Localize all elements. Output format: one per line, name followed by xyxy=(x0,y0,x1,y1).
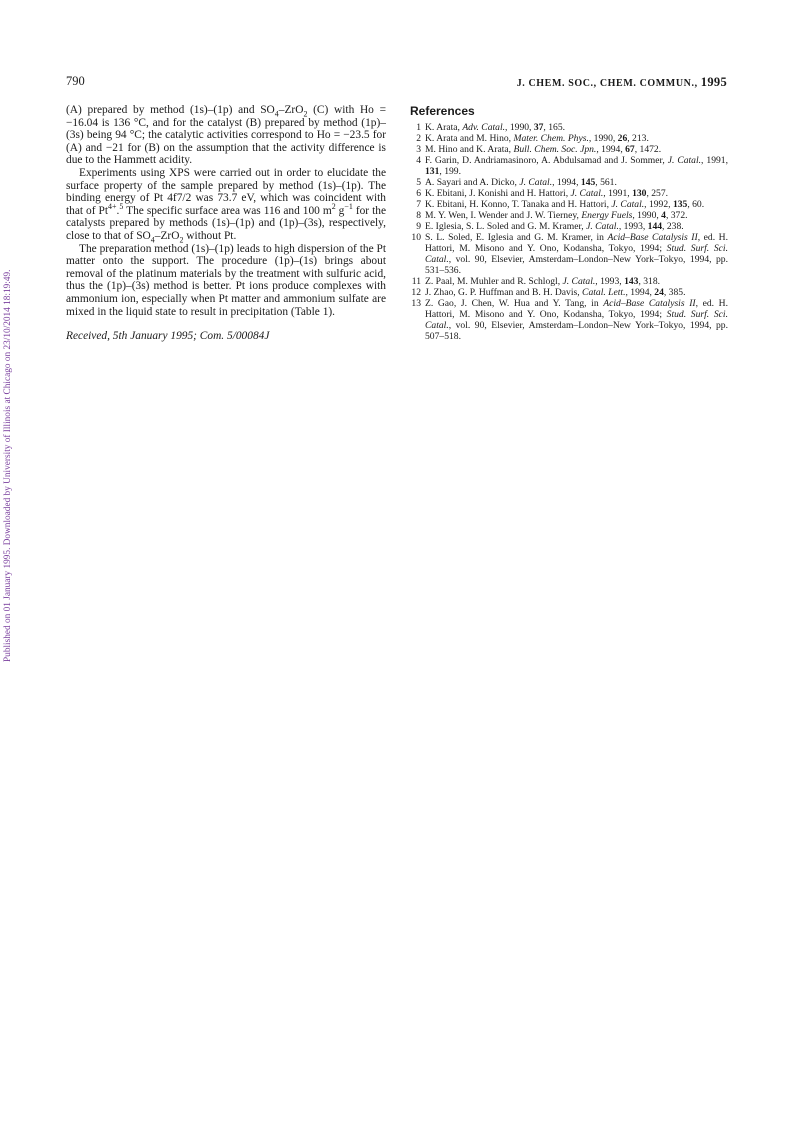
reference-number: 8 xyxy=(416,210,421,221)
journal-title: J. Catal. xyxy=(562,276,596,287)
reference-text: , vol. 90, Elsevier, Amsterdam–London–New York–Tokyo, 1994, pp. 531–536. xyxy=(425,254,728,276)
reference-authors: K. Ebitani, J. Konishi and H. Hattori, xyxy=(425,188,571,199)
text-run: for the catalysts prepared by methods (1s)–(1p) and (1p)–(3s), respectively, close to that of SO xyxy=(66,204,386,242)
reference-authors: E. Iglesia, S. L. Soled and G. M. Kramer, xyxy=(425,221,587,232)
reference-item xyxy=(410,133,728,144)
journal-title: Bull. Chem. Soc. Jpn. xyxy=(513,144,597,155)
reference-number: 1 xyxy=(416,122,421,133)
reference-year: , 1993, xyxy=(595,276,625,287)
reference-pages: , 199. xyxy=(439,166,461,177)
book-title: Acid–Base Catalysis II xyxy=(607,232,698,243)
journal-title: Adv. Catal. xyxy=(462,122,506,133)
volume-number: 130 xyxy=(632,188,647,199)
volume-number: 143 xyxy=(624,276,639,287)
reference-number: 3 xyxy=(416,144,421,155)
reference-item xyxy=(410,287,728,298)
reference-year: , 1994, xyxy=(625,287,655,298)
reference-year: , 1991, xyxy=(603,188,633,199)
journal-title: J. Catal. xyxy=(570,188,604,199)
volume-number: 135 xyxy=(672,199,688,210)
volume-number: 131 xyxy=(425,166,440,177)
subscript: 4 xyxy=(150,235,155,245)
citation-marker: 5 xyxy=(119,201,124,211)
text-run: without Pt. xyxy=(183,229,237,242)
body-paragraph-1 xyxy=(66,104,386,167)
reference-number: 7 xyxy=(416,199,421,210)
reference-year: , 1992, xyxy=(644,199,673,210)
volume-number: 24 xyxy=(654,287,664,298)
reference-number: 9 xyxy=(416,221,421,232)
reference-authors: J. Zhao, G. P. Huffman and B. H. Davis, xyxy=(425,287,583,298)
volume-number: 145 xyxy=(580,177,596,188)
superscript: 4+ xyxy=(108,201,117,211)
left-column xyxy=(66,104,386,343)
reference-item xyxy=(410,122,728,133)
reference-number: 13 xyxy=(411,298,421,309)
reference-item xyxy=(410,276,728,287)
reference-item xyxy=(410,232,728,276)
reference-number: 2 xyxy=(416,133,421,144)
reference-pages: , 213. xyxy=(627,133,649,144)
journal-title: Stud. Surf. Sci. Catal. xyxy=(425,309,728,331)
reference-year: , 1994, xyxy=(552,177,581,188)
reference-item xyxy=(410,298,728,342)
received-date: Received, 5th January 1995; Com. 5/00084J xyxy=(66,330,270,343)
reference-pages: , 561. xyxy=(595,177,617,188)
reference-pages: , 1472. xyxy=(634,144,662,155)
reference-number: 11 xyxy=(411,276,421,287)
reference-number: 4 xyxy=(416,155,421,166)
page-number: 790 xyxy=(66,74,85,88)
body-paragraph-3: The preparation method (1s)–(1p) leads to high dispersion of the Pt matter onto the support. The procedure (1p)–(1s) brings about removal of the platinum materials by the treatment with sulfuric acid, thus the (1p)–(3s) method is better. Pt ions produce complexes with ammonium ion, especially when Pt matter and ammonium sulfate are mixed in the liquid state to result in precipitation (Table 1). xyxy=(66,242,386,318)
volume-number: 144 xyxy=(647,221,663,232)
reference-number: 5 xyxy=(416,177,421,188)
reference-item xyxy=(410,199,728,210)
text-run: The specific surface area was 116 and 100 m xyxy=(123,204,332,217)
reference-authors: M. Y. Wen, I. Wender and J. W. Tierney, xyxy=(425,210,582,221)
reference-year: , 1993, xyxy=(618,221,648,232)
book-title: Acid–Base Catalysis II xyxy=(603,298,696,309)
reference-authors: M. Hino and K. Arata, xyxy=(425,144,514,155)
text-run: –ZrO xyxy=(278,104,304,116)
reference-year: , 1990, xyxy=(632,210,662,221)
subscript: 2 xyxy=(179,235,184,245)
reference-item xyxy=(410,144,728,155)
references-heading: References xyxy=(410,104,475,118)
body-paragraph-2 xyxy=(66,167,386,243)
reference-number: 12 xyxy=(411,287,421,298)
reference-authors: K. Arata and M. Hino, xyxy=(425,133,514,144)
reference-pages: , 372. xyxy=(665,210,688,221)
reference-number: 10 xyxy=(411,232,421,243)
reference-authors: Z. Gao, J. Chen, W. Hua and Y. Tang, in xyxy=(425,298,604,309)
reference-item xyxy=(410,177,728,188)
reference-authors: K. Ebitani, H. Konno, T. Tanaka and H. Hattori, xyxy=(425,199,612,210)
download-watermark: Published on 01 January 1995. Downloaded by University of Illinois at Chicago on 23/10/2014 18:19:49. xyxy=(3,269,13,663)
journal-title: J. Catal. xyxy=(667,155,702,166)
reference-text: , ed. H. Hattori, M. Misono and Y. Ono, Kodansha, Tokyo, 1994; xyxy=(425,232,728,254)
journal-title: J. Catal. xyxy=(519,177,553,188)
reference-authors: F. Garin, D. Andriamasinoro, A. Abdulsamad and J. Sommer, xyxy=(425,155,668,166)
text-run: (C) with Ho = −16.04 is 136 °C, and for the catalyst (B) prepared by method (1p)–(3s) being 94 °C; the catalytic activities correspond to Ho = −23.5 for (A) and −21 for (B) on the assumption that the activity difference is due to the Hammett acidity. xyxy=(66,104,386,167)
reference-text: , ed. H. Hattori, M. Misono and Y. Ono, Kodansha, Tokyo, 1994; xyxy=(425,298,728,320)
journal-title: Mater. Chem. Phys. xyxy=(513,133,589,144)
volume-number: 37 xyxy=(533,122,544,133)
reference-pages: , 257. xyxy=(646,188,669,199)
reference-authors: A. Sayari and A. Dicko, xyxy=(425,177,520,188)
journal-year: 1995 xyxy=(700,75,727,89)
reference-pages: , 385. xyxy=(663,287,686,298)
references-section xyxy=(410,104,728,342)
reference-year: , 1991, xyxy=(701,155,728,166)
reference-text: , vol. 90, Elsevier, Amsterdam–London–New York–Tokyo, 1994, pp. 507–518. xyxy=(425,320,728,342)
subscript: 2 xyxy=(303,109,308,119)
reference-number: 6 xyxy=(416,188,421,199)
running-header xyxy=(517,75,727,90)
text-run: (A) prepared by method (1s)–(1p) and SO xyxy=(66,104,275,116)
journal-title: J. Catal. xyxy=(611,199,645,210)
reference-item xyxy=(410,210,728,221)
text-run: . xyxy=(116,204,120,217)
reference-item xyxy=(410,221,728,232)
reference-authors: S. L. Soled, E. Iglesia and G. M. Kramer, in xyxy=(425,232,608,243)
journal-title: Catal. Lett. xyxy=(582,287,626,298)
reference-pages: , 318. xyxy=(638,276,661,287)
text-run: g xyxy=(335,204,345,217)
reference-item xyxy=(410,155,728,177)
journal-name: J. CHEM. SOC., CHEM. COMMUN., xyxy=(516,78,698,89)
reference-year: , 1990, xyxy=(588,133,618,144)
subscript: 4 xyxy=(274,109,279,119)
text-run: Experiments using XPS were carried out in order to elucidate the surface property of the sample prepared by method (1s)–(1p). The binding energy of Pt 4f7/2 was 73.7 eV, which was coincident with that of Pt xyxy=(66,166,386,217)
volume-number: 4 xyxy=(661,210,666,221)
reference-year: , 1990, xyxy=(505,122,534,133)
superscript: 2 xyxy=(331,201,336,211)
reference-pages: , 60. xyxy=(687,199,705,210)
journal-title: Energy Fuels xyxy=(581,210,633,221)
reference-list xyxy=(410,122,728,342)
reference-pages: , 238. xyxy=(662,221,684,232)
journal-title: Stud. Surf. Sci. Catal. xyxy=(425,243,728,265)
reference-item xyxy=(410,188,728,199)
reference-authors: K. Arata, xyxy=(425,122,463,133)
volume-number: 67 xyxy=(625,144,635,155)
reference-authors: Z. Paal, M. Muhler and R. Schlogl, xyxy=(425,276,563,287)
text-run: –ZrO xyxy=(154,229,180,242)
superscript: −1 xyxy=(344,201,353,211)
reference-year: , 1994, xyxy=(596,144,626,155)
reference-pages: , 165. xyxy=(543,122,566,133)
journal-title: J. Catal. xyxy=(586,221,619,232)
volume-number: 26 xyxy=(617,133,628,144)
